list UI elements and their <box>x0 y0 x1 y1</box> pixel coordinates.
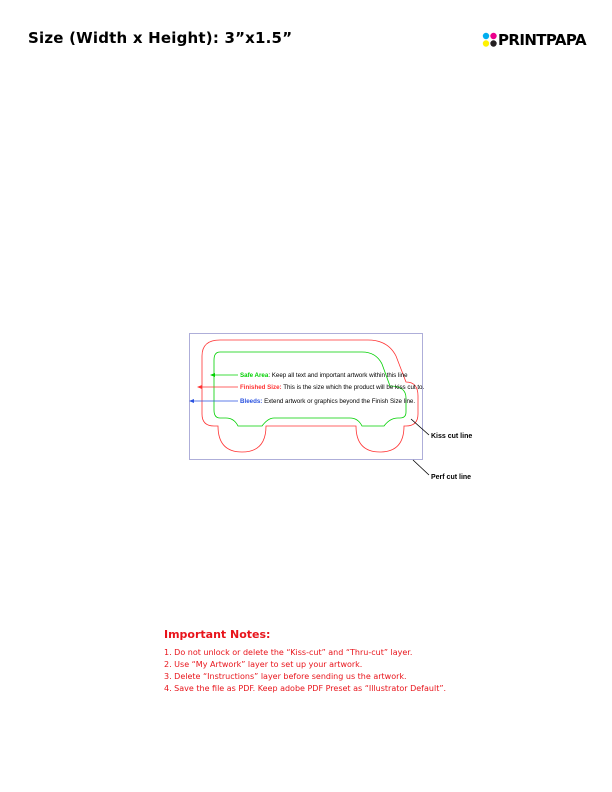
bleed-label: Bleeds: <box>240 398 263 405</box>
safe-area-arrow <box>210 373 238 377</box>
size-title: Size (Width x Height): 3”x1.5” <box>28 29 293 47</box>
important-notes <box>164 628 446 695</box>
perf-cut-pointer <box>413 460 429 475</box>
bleed-arrow <box>189 399 238 403</box>
note-item: 2. Use “My Artwork” layer to set up your artwork. <box>164 660 363 669</box>
bleed-legend <box>240 398 415 405</box>
safe-area-legend <box>240 372 408 379</box>
notes-title: Important Notes: <box>164 628 271 641</box>
kiss-cut-label: Kiss cut line <box>431 433 473 440</box>
finished-size-arrow <box>197 385 238 389</box>
finished-size-legend <box>240 384 424 391</box>
finished-size-label: Finished Size: <box>240 384 282 391</box>
logo-text: PRINTPAPA <box>498 31 586 49</box>
finished-size-text: This is the size which the product will be kiss cut to. <box>281 384 425 391</box>
note-item: 1. Do not unlock or delete the “Kiss-cut” and “Thru-cut” layer. <box>164 648 413 657</box>
finished-size-outline <box>202 340 418 452</box>
note-item: 4. Save the file as PDF. Keep adobe PDF Preset as “Illustrator Default”. <box>164 684 447 693</box>
perf-cut-label: Perf cut line <box>431 474 472 481</box>
bleed-text: Extend artwork or graphics beyond the Finish Size line. <box>262 398 416 405</box>
kiss-cut-pointer <box>411 419 429 435</box>
safe-area-label: Safe Area <box>240 372 269 379</box>
safe-area-text: : Keep all text and important artwork within this line <box>268 372 408 379</box>
note-item: 3. Delete “Instructions” layer before sending us the artwork. <box>164 672 407 681</box>
notes-list <box>164 647 446 695</box>
